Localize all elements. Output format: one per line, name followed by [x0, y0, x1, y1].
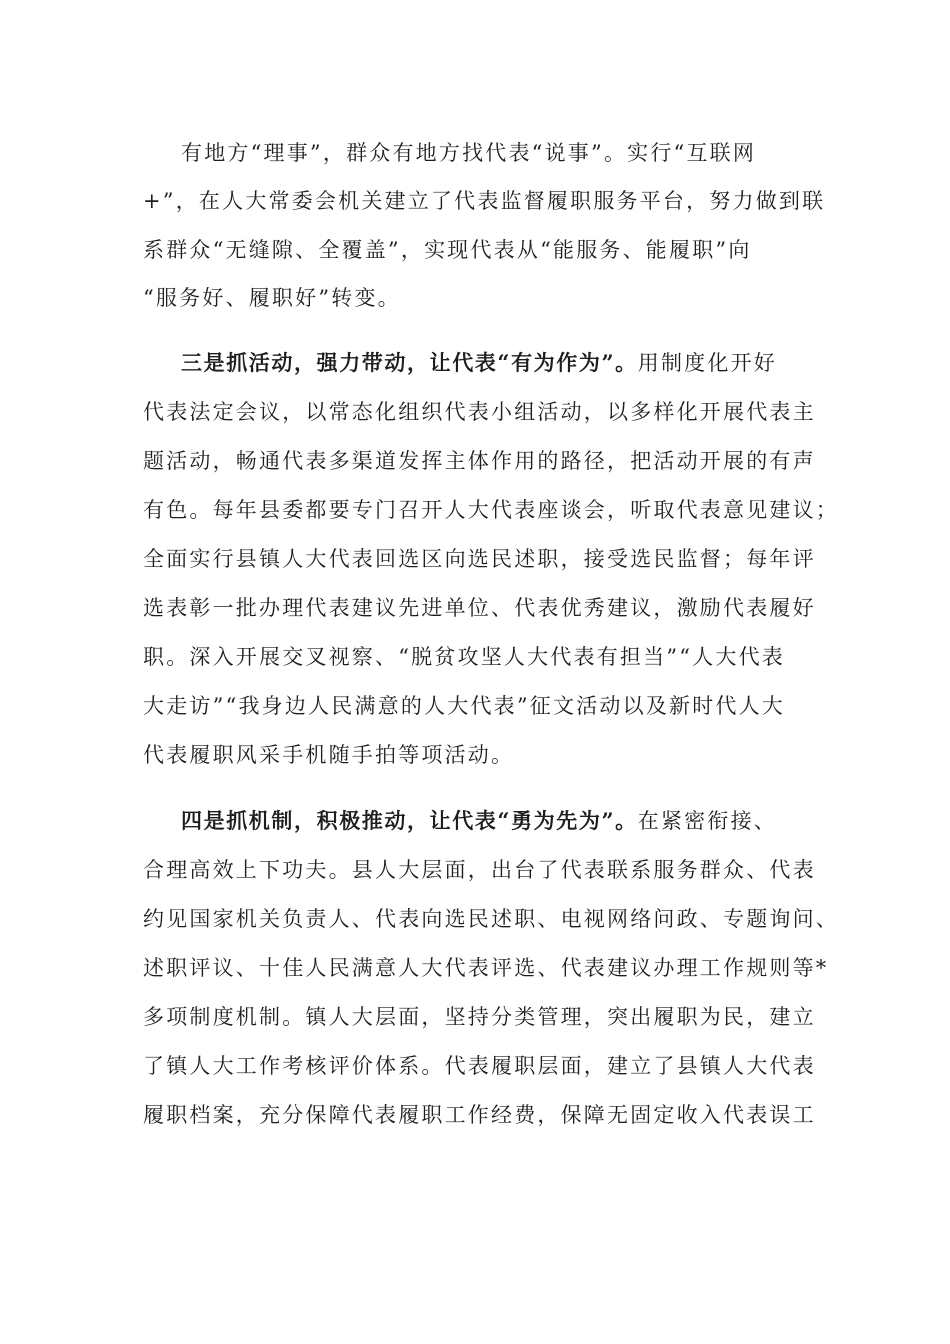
line-text: 选表彰一批办理代表建议先进单位、代表优秀建议，激励代表履好	[143, 596, 816, 620]
line-text: 有地方“理事”，群众有地方找代表“说事”。实行“互联网	[181, 141, 757, 165]
text-line	[0, 742, 950, 768]
text-line	[0, 497, 950, 523]
paragraph-heading: 三是抓活动，强力带动，让代表“有为作为”。	[181, 350, 638, 375]
line-text: 代表履职风采手机随手拍等项活动。	[143, 743, 515, 767]
line-text: 有色。每年县委都要专门召开人大代表座谈会，听取代表意见建议；	[143, 498, 839, 522]
line-text: +”，在人大常委会机关建立了代表监督履职服务平台，努力做到联	[143, 189, 826, 213]
text-line	[0, 1102, 950, 1128]
text-line	[0, 237, 950, 263]
text-line	[0, 955, 950, 981]
text-line	[0, 140, 950, 166]
text-line	[0, 906, 950, 932]
line-text: 履职档案，充分保障代表履职工作经费，保障无固定收入代表误工	[143, 1103, 816, 1127]
text-line	[0, 546, 950, 572]
line-text: 全面实行县镇人大代表回选区向选民述职，接受选民监督；每年评	[143, 547, 816, 571]
text-line	[0, 188, 950, 214]
text-line	[0, 1004, 950, 1030]
line-text: 合理高效上下功夫。县人大层面，出台了代表联系服务群众、代表	[143, 858, 816, 882]
line-text: 代表法定会议，以常态化组织代表小组活动，以多样化开展代表主	[143, 400, 816, 424]
line-text: 多项制度机制。镇人大层面，坚持分类管理，突出履职为民，建立	[143, 1005, 816, 1029]
line-text: 系群众“无缝隙、全覆盖”，实现代表从“能服务、能履职”向	[143, 238, 752, 262]
text-line	[0, 857, 950, 883]
text-line	[0, 350, 950, 376]
text-line	[0, 285, 950, 311]
text-line	[0, 808, 950, 834]
text-line	[0, 693, 950, 719]
line-text: 了镇人大工作考核评价体系。代表履职层面，建立了县镇人大代表	[143, 1054, 816, 1078]
line-text: 述职评议、十佳人民满意人大代表评选、代表建议办理工作规则等*	[143, 956, 829, 980]
line-text: 约见国家机关负责人、代表向选民述职、电视网络问政、专题询问、	[143, 907, 839, 931]
line-text: 用制度化开好	[637, 351, 777, 375]
line-text: “服务好、履职好”转变。	[143, 286, 401, 310]
text-line	[0, 1053, 950, 1079]
line-text: 大走访”“我身边人民满意的人大代表”征文活动以及新时代人大	[143, 694, 786, 718]
text-line	[0, 644, 950, 670]
text-line	[0, 595, 950, 621]
text-line	[0, 448, 950, 474]
paragraph-heading: 四是抓机制，积极推动，让代表“勇为先为”。	[181, 808, 638, 833]
line-text: 在紧密衔接、	[637, 809, 777, 833]
text-line	[0, 399, 950, 425]
line-text: 题活动，畅通代表多渠道发挥主体作用的路径，把活动开展的有声	[143, 449, 816, 473]
line-text: 职。深入开展交叉视察、“脱贫攻坚人大代表有担当”“人大代表	[143, 645, 786, 669]
